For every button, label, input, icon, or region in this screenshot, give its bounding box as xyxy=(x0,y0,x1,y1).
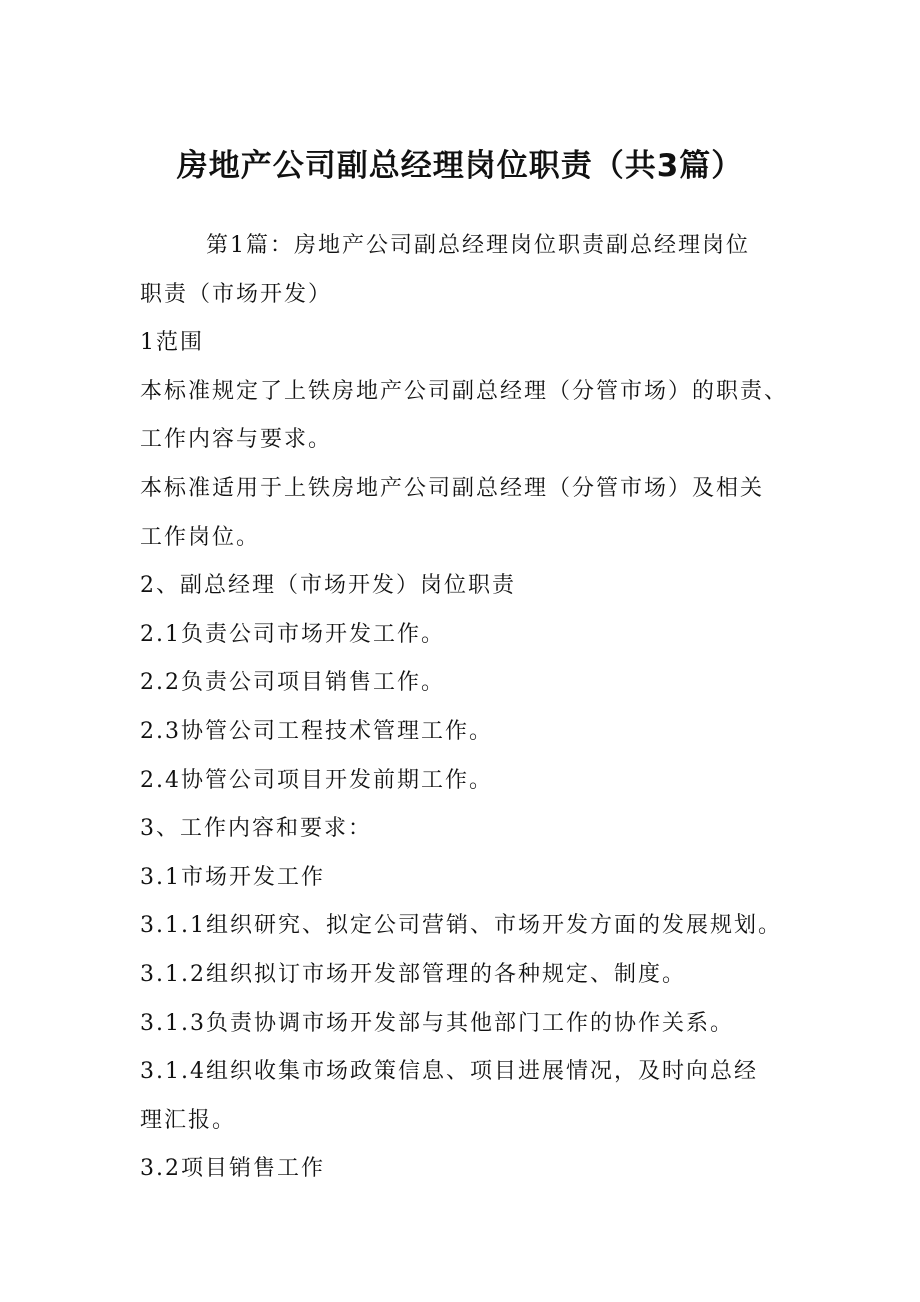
paragraph-line: 工作内容与要求。 xyxy=(140,427,333,453)
paragraph-line: 本标准规定了上铁房地产公司副总经理（分管市场）的职责、 xyxy=(140,378,789,404)
list-item: 2.4协管公司项目开发前期工作。 xyxy=(140,767,493,793)
list-item: 3.1.3负责协调市场开发部与其他部门工作的协作关系。 xyxy=(140,1010,734,1036)
section-heading: 3、工作内容和要求： xyxy=(140,816,372,842)
list-item: 2.3协管公司工程技术管理工作。 xyxy=(140,718,493,744)
list-item: 3.1.2组织拟订市场开发部管理的各种规定、制度。 xyxy=(140,961,686,987)
subsection-heading: 3.1市场开发工作 xyxy=(140,864,325,890)
section-heading: 1范围 xyxy=(140,330,204,356)
paragraph-line: 理汇报。 xyxy=(140,1107,237,1133)
section-heading: 2、副总经理（市场开发）岗位职责 xyxy=(140,573,516,599)
list-item: 2.2负责公司项目销售工作。 xyxy=(140,670,445,696)
paragraph-line: 职责（市场开发） xyxy=(140,281,333,307)
paragraph-line: 本标准适用于上铁房地产公司副总经理（分管市场）及相关 xyxy=(140,475,765,501)
list-item: 3.1.4组织收集市场政策信息、项目进展情况，及时向总经 xyxy=(140,1059,758,1085)
document-body xyxy=(140,222,800,1194)
paragraph-line: 第1篇：房地产公司副总经理岗位职责副总经理岗位 xyxy=(206,233,750,258)
subsection-heading: 3.2项目销售工作 xyxy=(140,1156,325,1182)
document-title: 房地产公司副总经理岗位职责（共3篇） xyxy=(176,148,744,184)
list-item: 3.1.1组织研究、拟定公司营销、市场开发方面的发展规划。 xyxy=(140,913,782,939)
list-item: 2.1负责公司市场开发工作。 xyxy=(140,621,445,647)
paragraph-line: 工作岗位。 xyxy=(140,524,261,550)
